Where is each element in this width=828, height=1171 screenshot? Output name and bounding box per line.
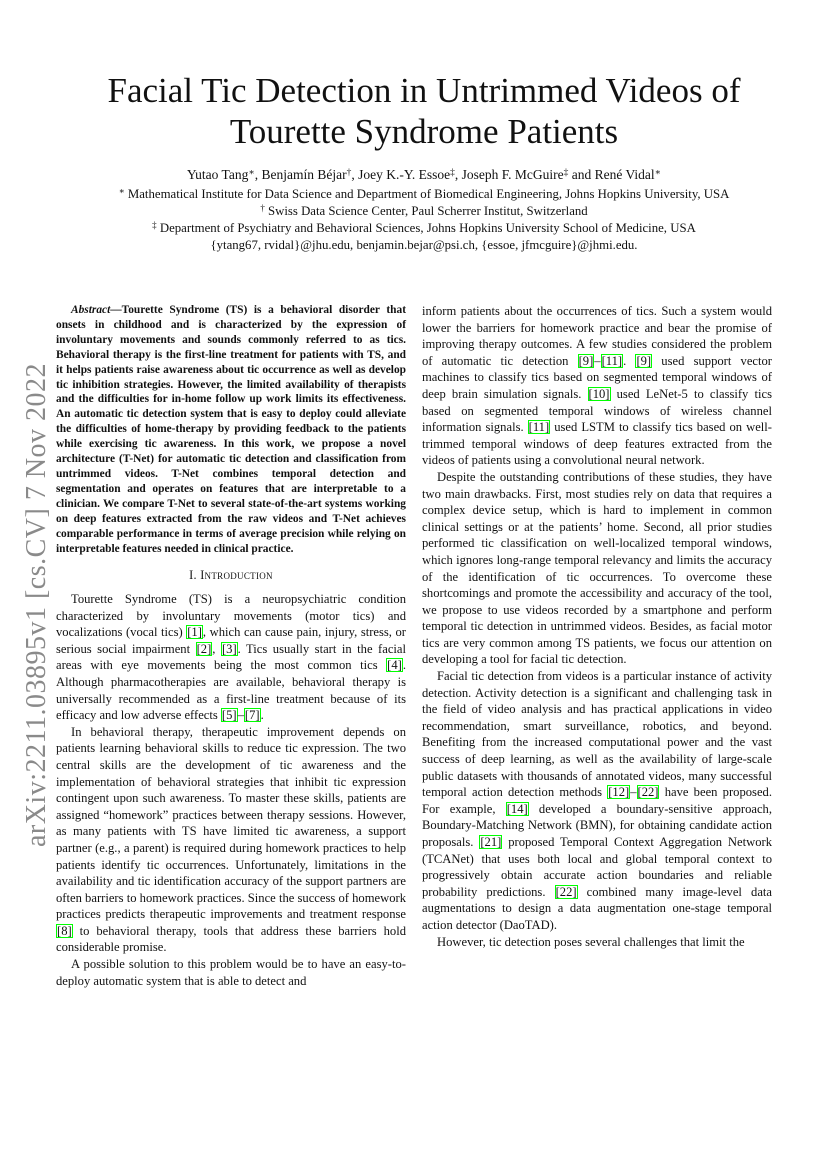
author-name: , Joey K.-Y. Essoe xyxy=(351,167,451,182)
right-column xyxy=(422,303,772,950)
author-emails: {ytang67, rvidal}@jhu.edu, benjamin.bejar@psi.ch, {essoe, jfmcguire}@jhmi.edu. xyxy=(210,238,638,252)
citation-link[interactable]: [22] xyxy=(555,884,577,899)
title-line-1: Facial Tic Detection in Untrimmed Videos of xyxy=(107,71,741,110)
citation-link[interactable]: [10] xyxy=(588,386,610,401)
text-run: inform patients about the occurrences of tics. Such a system would lower the barriers for homework practice and bear the promise of improving therapy outcomes. A few studies considered the problem of automatic tic detection xyxy=(422,304,772,368)
text-run: – xyxy=(630,785,637,800)
citation-link[interactable]: [2] xyxy=(196,641,212,656)
text-run: proposed Temporal Context Aggregation Network (TCANet) that uses both local and global temporal context to progressively obtain accurate action boundaries and reliable probability predictions. xyxy=(422,835,772,899)
affiliation-3 xyxy=(60,220,788,237)
citation-link[interactable]: [9] xyxy=(636,353,652,368)
section-title: Introduction xyxy=(200,568,273,583)
author-name: , Benjamín Béjar xyxy=(254,167,347,182)
text-run: combined many image-level data augmentations to design a data augmentation one-stage temporal action detector (DaoTAD). xyxy=(422,884,773,932)
affiliation-text: Swiss Data Science Center, Paul Scherrer Institut, Switzerland xyxy=(264,204,588,218)
text-run: . xyxy=(623,353,636,368)
paragraph: Despite the outstanding contributions of these studies, they have two main drawbacks. First, most studies rely on data that requires a complex device setup, which is hard to implement in common clinical settings or at the patients’ home. Second, all prior studies performed tic classification on well-localized temporal windows, which ignores long-range temporal relevancy and limits the accuracy of the identification of tic occurrences. To overcome these shortcomings and promote the accessibility and accuracy of the tool, we propose to use videos recorded by a smartphone and perform temporal tic detection in untrimmed videos. Besides, as facial motor tics are very common among TS patients, we focus our attention on developing a tool for facial tic detection. xyxy=(422,469,772,667)
affiliation-1 xyxy=(60,186,788,203)
citation-link[interactable]: [3] xyxy=(221,641,237,656)
citation-link[interactable]: [1] xyxy=(187,625,202,640)
affiliation-mark: ‡ xyxy=(152,219,157,230)
text-run: , xyxy=(212,641,221,656)
text-run: Tourette Syndrome (TS) is a neuropsychiatric condition characterized by involuntary movements (motor tics) and vocalizations (vocal tics) xyxy=(56,592,406,640)
section-number: I. xyxy=(189,568,201,583)
abstract-label: Abstract xyxy=(71,304,111,316)
citation-link[interactable]: [11] xyxy=(601,353,623,368)
affiliation-mark: ∗ xyxy=(118,185,125,196)
affiliation-mark: ∗ xyxy=(248,167,255,178)
text-run: used LeNet-5 to classify tics based on segmented temporal windows of wireless channel information signals. xyxy=(422,386,772,435)
affiliation-mark: † xyxy=(260,202,265,213)
abstract xyxy=(56,303,406,556)
text-run: to behavioral therapy, tools that address these barriers hold considerable promise. xyxy=(56,923,406,955)
paragraph: A possible solution to this problem would be to have an easy-to-deploy automatic system that is able to detect and xyxy=(56,957,406,988)
citation-link[interactable]: [9] xyxy=(578,353,594,368)
text-run: used LSTM to classify tics based on well-trimmed temporal windows of deep features extracted from the videos of patients using a convolutional neural network. xyxy=(422,420,772,468)
text-run: In behavioral therapy, therapeutic improvement depends on patients learning behavioral skills to reduce tic expression. The two central skills are the development of tic awareness and the implementation of behavioral strategies that inhibit tic expression contingent upon such awareness. To master these skills, patients are assigned “homework” practices between therapy sessions. However, as many patients with TS have limited tic awareness, a support partner (e.g., a parent) is required during homework practices to help patients identify tic occurrences. Unfortunately, limitations in the availability and tic identification accuracy of the support partners are often barriers to homework practices. Since the success of homework practices predicts therapeutic improvements and treatment response xyxy=(56,724,406,922)
affiliation-mark: † xyxy=(346,167,352,178)
paragraph: However, tic detection poses several challenges that limit the xyxy=(437,934,745,949)
section-heading-introduction xyxy=(56,567,406,584)
text-run: . Tics usually start in the facial areas with eye movements being the most common tics xyxy=(56,641,406,673)
citation-link[interactable]: [14] xyxy=(506,801,528,816)
paragraph xyxy=(422,668,772,934)
author-name: Yutao Tang xyxy=(186,167,249,182)
text-run: , which can cause pain, injury, stress, or serious social impairment xyxy=(56,625,406,656)
affiliation-text: Mathematical Institute for Data Science and Department of Biomedical Engineering, Johns Hopkins University, USA xyxy=(124,187,730,201)
text-run: . Although pharmacotherapies are available, behavioral therapy is universally recommended as a first-line treatment because of its efficacy and low adverse effects xyxy=(56,658,406,723)
text-run: developed a boundary-sensitive approach, Boundary-Matching Network (BMN), for obtaining candidate action proposals. xyxy=(422,801,772,849)
abstract-text: —Tourette Syndrome (TS) is a behavioral disorder that onsets in childhood and is characterized by the expression of involuntary movements and sounds commonly referred to as tics. Behavioral therapy is the first-line treatment for patients with TS, and it helps patients raise awareness about tic occurrence as well as develop tic inhibition strategies. However, the limited availability of therapists and the difficulties for in-home follow up work limits its effectiveness. An automatic tic detection system that is easy to deploy could alleviate the difficulties of home-therapy by providing feedback to the patients while exercising tic awareness. In this work, we propose a novel architecture (T-Net) for automatic tic detection and classification from untrimmed videos. T-Net combines temporal detection and segmentation and operates on features that are interpretable to a clinician. We compare T-Net to several state-of-the-art systems working on deep features extracted from the raw videos and T-Net achieves comparable performance in terms of average precision while relying on interpretable features needed in clinical practice. xyxy=(56,304,406,555)
text-run: – xyxy=(594,353,601,368)
author-list xyxy=(60,166,788,183)
affiliation-2 xyxy=(60,203,788,220)
affiliation-text: Department of Psychiatry and Behavioral Sciences, Johns Hopkins University School of Medicine, USA xyxy=(156,221,696,235)
affiliation-mark: ‡ xyxy=(563,167,569,178)
citation-link[interactable]: [22] xyxy=(637,785,659,800)
author-name: and René Vidal xyxy=(568,167,655,182)
citation-link[interactable]: [7] xyxy=(244,708,260,723)
paragraph xyxy=(56,591,406,724)
affiliation-mark: ∗ xyxy=(654,167,662,178)
left-column xyxy=(56,303,406,989)
title-line-2: Tourette Syndrome Patients xyxy=(229,112,619,151)
citation-link[interactable]: [4] xyxy=(387,658,402,673)
text-run: . xyxy=(260,708,264,723)
paragraph xyxy=(56,724,406,956)
arxiv-identifier: arXiv:2211.03895v1 [cs.CV] 7 Nov 2022 xyxy=(21,362,52,848)
citation-link[interactable]: [8] xyxy=(57,923,72,938)
text-run: Facial tic detection from videos is a particular instance of activity detection. Activity detection is a significant and challenging task in the field of video analysis and has practical applications in video recommendation, smart surveillance, robotics, and beyond. Benefiting from the increased computational power and the vast success of deep learning, as well as the availability of large-scale public datasets with thousands of annotated videos, many successful temporal action detection methods xyxy=(422,669,772,800)
paragraph xyxy=(422,303,772,469)
citation-link[interactable]: [12] xyxy=(608,785,630,800)
text-run: have been proposed. For example, xyxy=(422,785,772,816)
affiliation-mark: ‡ xyxy=(450,167,455,178)
text-run: – xyxy=(237,708,244,723)
text-run: used support vector machines to classify tics based on segmented temporal windows of deep brain simulation signals. xyxy=(422,353,772,401)
paper-title xyxy=(60,70,788,152)
citation-link[interactable]: [5] xyxy=(221,708,237,723)
citation-link[interactable]: [21] xyxy=(480,835,502,849)
citation-link[interactable]: [11] xyxy=(528,420,550,435)
author-name: , Joseph F. McGuire xyxy=(454,167,564,182)
